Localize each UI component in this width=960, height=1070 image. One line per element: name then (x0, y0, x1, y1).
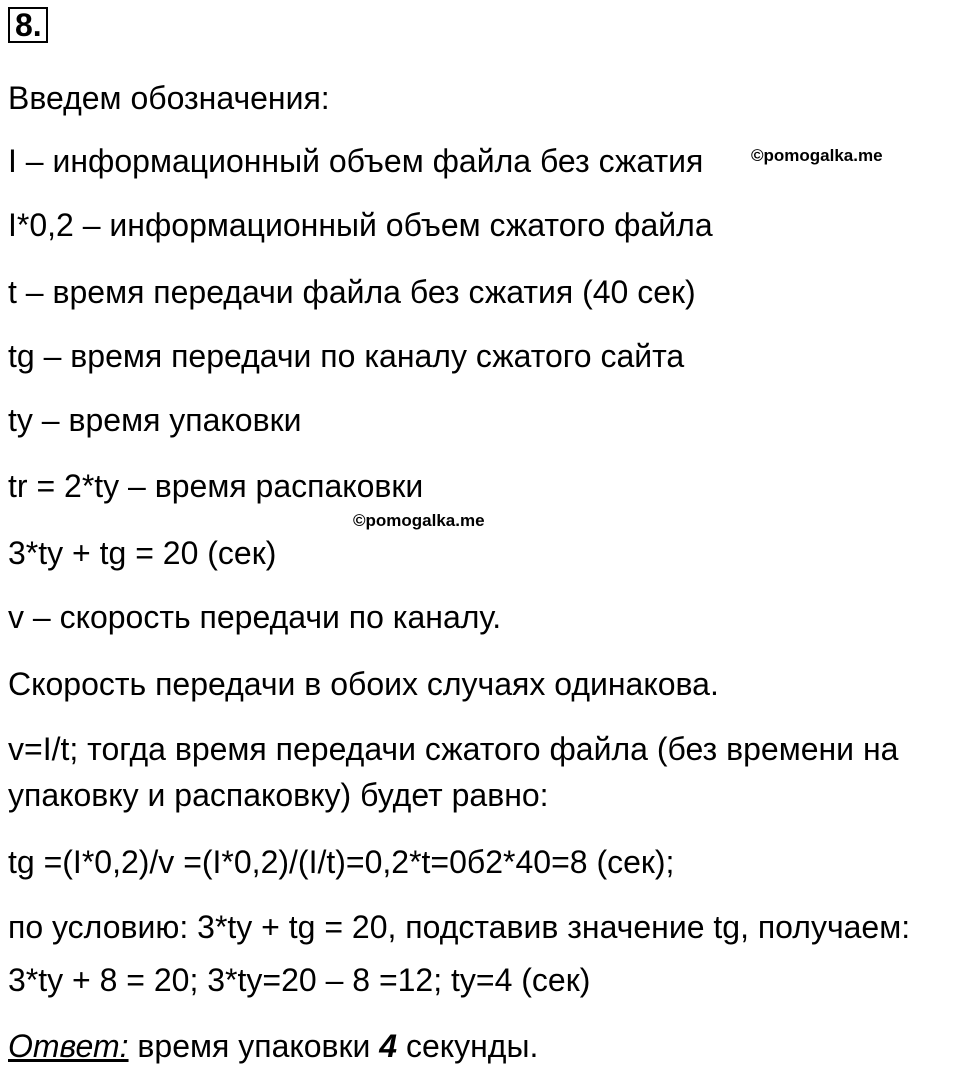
answer-value: 4 (379, 1028, 398, 1064)
answer-label: Ответ: (8, 1028, 129, 1064)
text-line-speed-equal: Скорость передачи в обоих случаях одинакова. (8, 666, 719, 702)
task-number-box: 8. (8, 7, 48, 43)
text-line-formula-v-cont: упаковку и распаковку) будет равно: (8, 777, 549, 813)
text-line-result: 3*ty + 8 = 20; 3*ty=20 – 8 =12; ty=4 (сек) (8, 962, 591, 998)
text-line-definition-tr: tr = 2*ty – время распаковки (8, 468, 424, 504)
answer-line (8, 1027, 538, 1065)
watermark-top: ©pomogalka.me (751, 146, 883, 165)
watermark-middle: ©pomogalka.me (353, 511, 485, 530)
text-line-definition-i: I – информационный объем файла без сжатия (8, 143, 704, 179)
text-line-definition-t: t – время передачи файла без сжатия (40 сек) (8, 274, 696, 310)
text-line-definition-tg: tg – время передачи по каналу сжатого сайта (8, 338, 685, 374)
text-line-definition-ty: ty – время упаковки (8, 402, 302, 438)
answer-text-before: время упаковки (128, 1028, 380, 1064)
text-line-formula-tg: tg =(I*0,2)/v =(I*0,2)/(I/t)=0,2*t=0б2*40=8 (сек); (8, 844, 675, 880)
text-line-definition-v: v – скорость передачи по каналу. (8, 599, 502, 635)
text-line-definition-compressed: I*0,2 – информационный объем сжатого файла (8, 207, 713, 243)
text-line-formula-v: v=I/t; тогда время передачи сжатого файла (без времени на (8, 731, 899, 767)
text-line-equation-total: 3*ty + tg = 20 (сек) (8, 535, 277, 571)
answer-text-after: секунды. (397, 1028, 539, 1064)
text-line-intro: Введем обозначения: (8, 80, 330, 116)
text-line-substitution: по условию: 3*ty + tg = 20, подставив значение tg, получаем: (8, 909, 911, 945)
